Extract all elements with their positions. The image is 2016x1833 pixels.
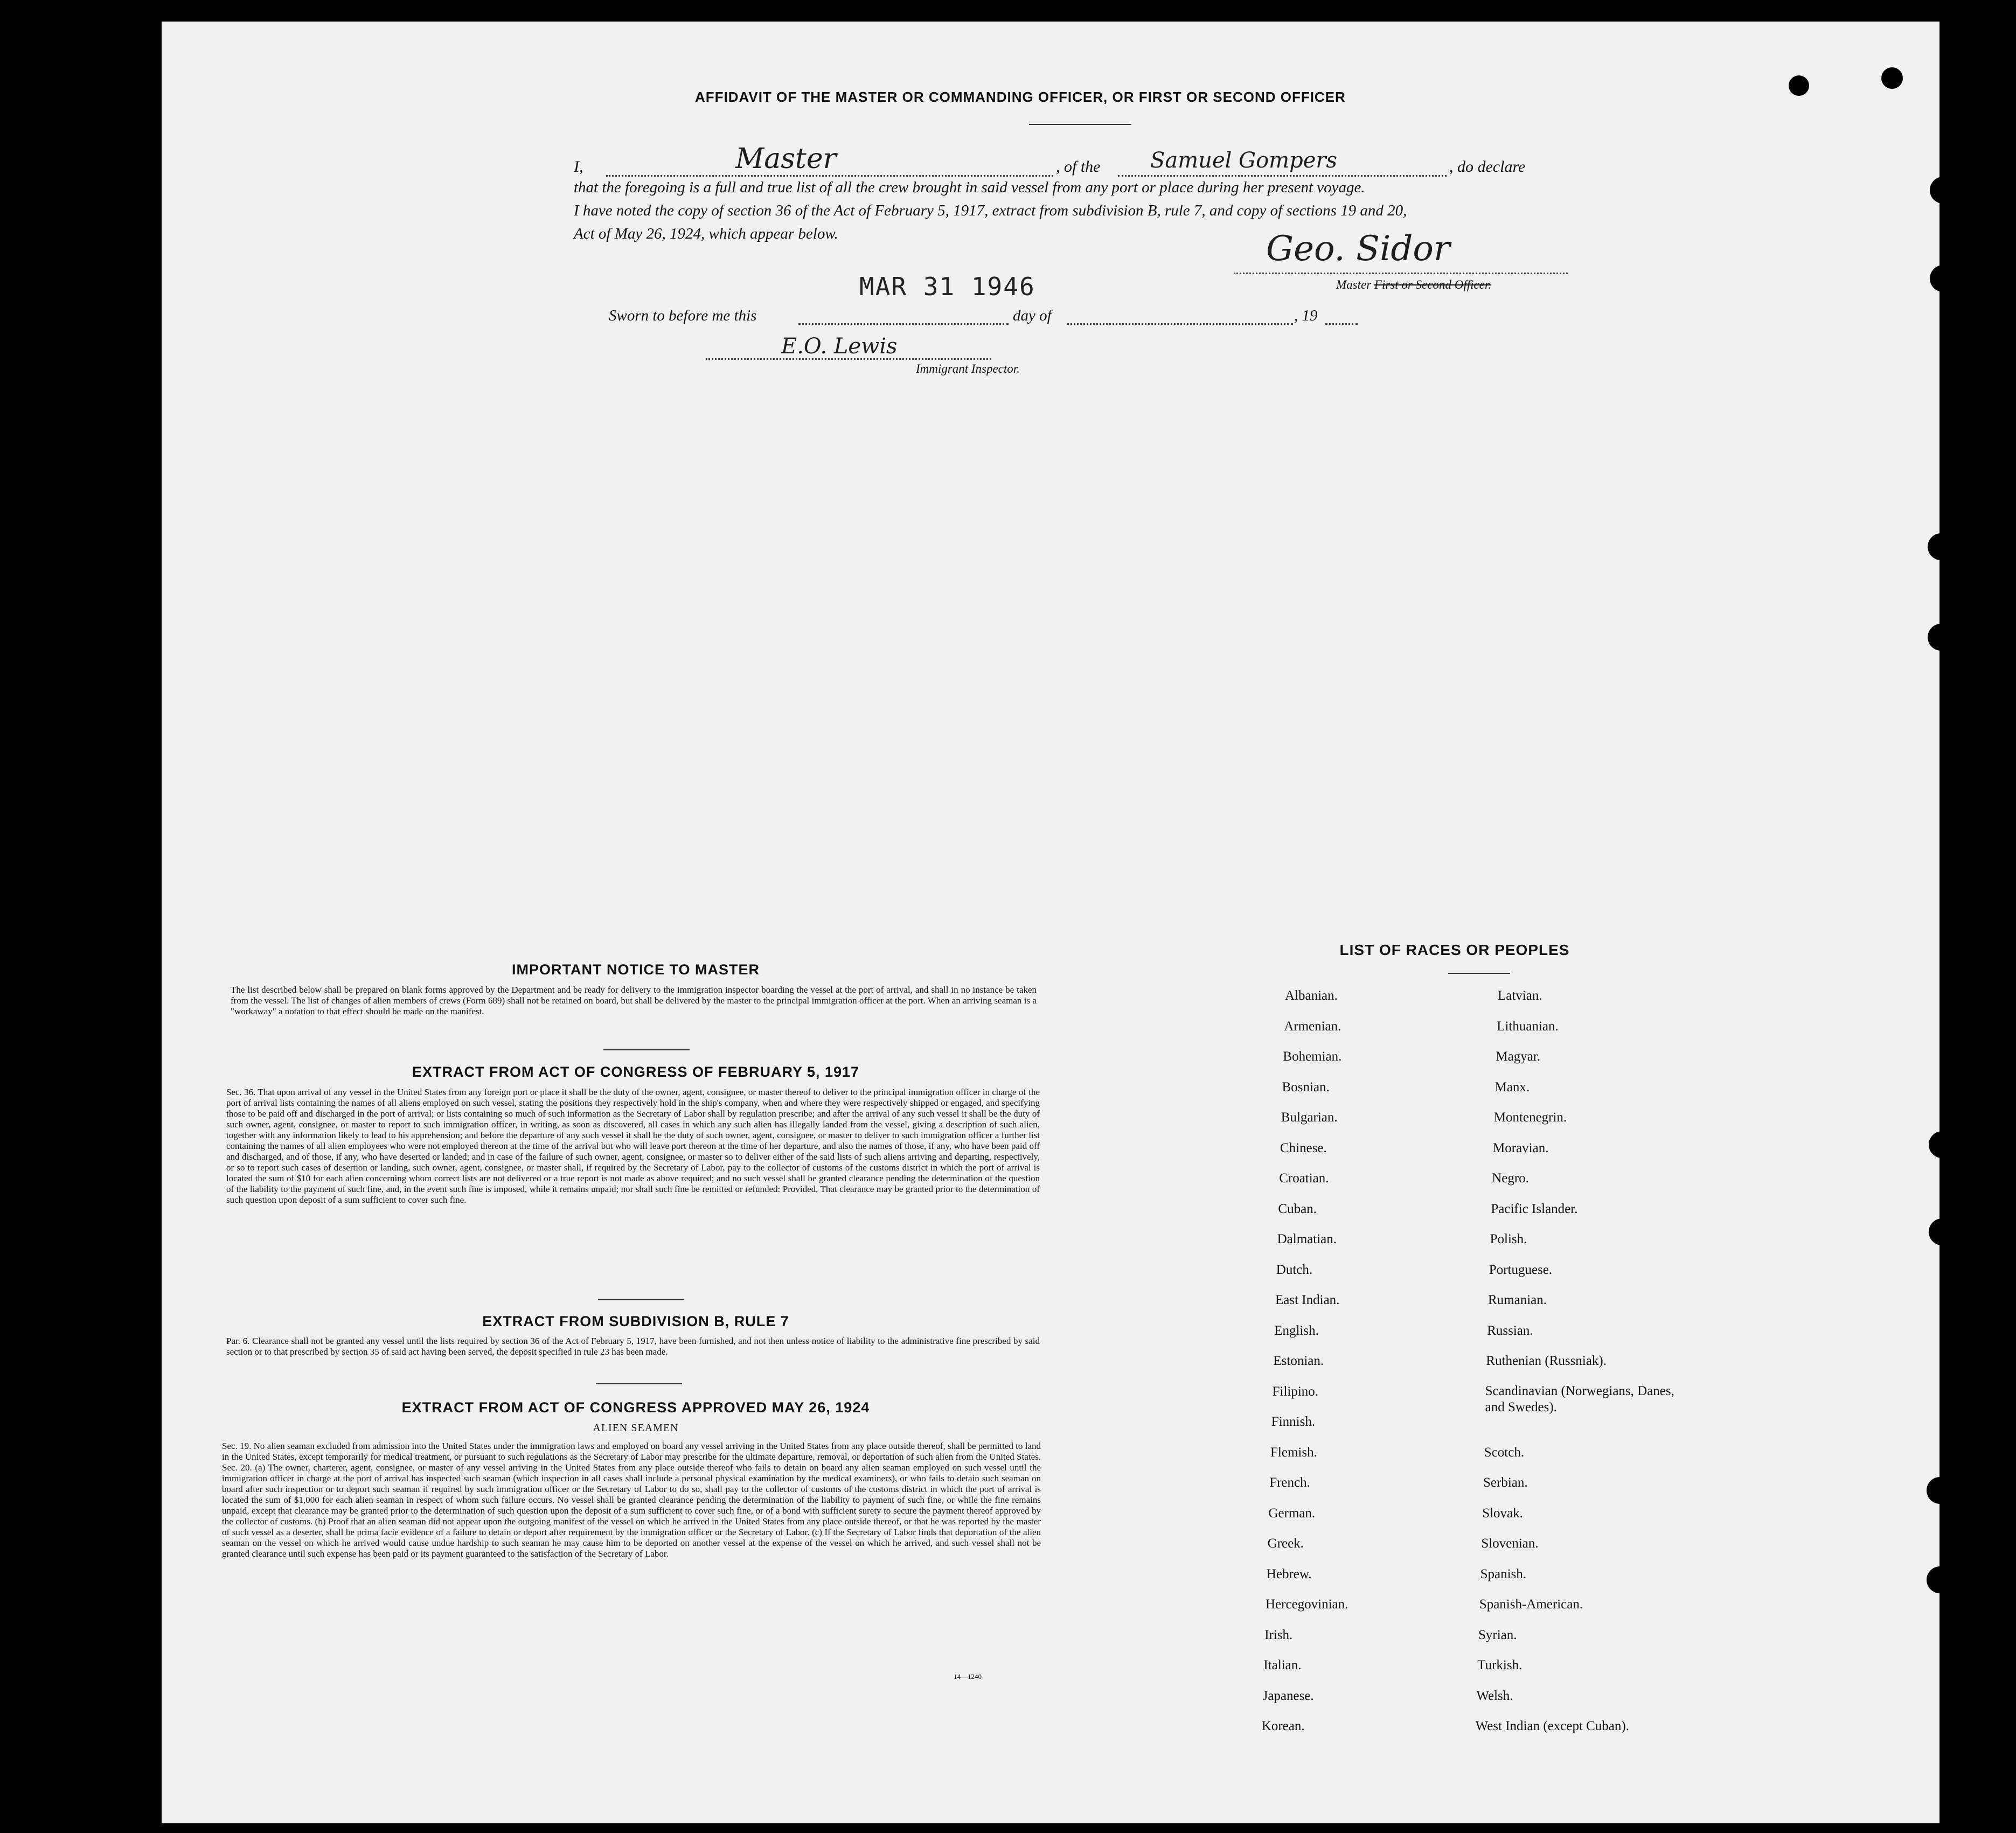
race-item: Estonian. [1273,1354,1324,1368]
divider [603,1049,690,1050]
race-item: Scandinavian (Norwegians, Danes, and Swedes). [1485,1383,1674,1414]
race-item: Lithuanian. [1497,1019,1559,1034]
form-number: 14—1240 [954,1672,982,1681]
race-item: Greek. [1267,1536,1304,1551]
races-title: LIST OF RACES OR PEOPLES [1339,942,1570,958]
extract-1917-title: EXTRACT FROM ACT OF CONGRESS OF FEBRUARY 5, 1917 [412,1064,860,1080]
race-item: Spanish. [1480,1566,1527,1581]
race-item: Flemish. [1270,1445,1317,1460]
of-the-label: , of the [1056,158,1101,176]
race-item: Dalmatian. [1277,1232,1337,1246]
race-item: Hebrew. [1266,1566,1312,1581]
race-item: Manx. [1494,1079,1530,1095]
affidavit-line2: that the foregoing is a full and true list of all the crew brought in said vessel from any port or place during her present voyage. [574,179,1365,196]
divider [596,1383,682,1384]
race-item: Dutch. [1276,1262,1313,1277]
race-item: Hercegovinian. [1266,1597,1348,1612]
race-item: German. [1268,1506,1316,1521]
punch-hole [1881,67,1903,89]
race-item: French. [1269,1475,1310,1490]
race-item: Albanian. [1285,988,1338,1003]
race-item: Syrian. [1478,1627,1517,1642]
affidavit-line4: Act of May 26, 1924, which appear below. [574,225,838,242]
punch-hole [1927,1566,1954,1593]
punch-hole [1928,624,1955,651]
date-stamp: MAR 31 1946 [859,272,1035,301]
race-item: Slovenian. [1481,1536,1539,1551]
race-item: Italian. [1263,1658,1302,1672]
race-item: Scotch. [1484,1445,1525,1460]
rule7-title: EXTRACT FROM SUBDIVISION B, RULE 7 [482,1313,789,1329]
officer-master: Master [1336,278,1372,291]
divider [1029,124,1131,125]
document-page [162,22,1939,1823]
race-item: Armenian. [1284,1019,1341,1034]
race-item: Korean. [1261,1719,1305,1733]
race-item: Turkish. [1477,1658,1523,1672]
race-item: West Indian (except Cuban). [1475,1719,1629,1733]
race-item: Pacific Islander. [1491,1201,1578,1216]
sworn-blank [798,307,1009,325]
i-label: I, [574,158,583,176]
race-item: East Indian. [1275,1293,1340,1307]
race-item: Bohemian. [1283,1049,1342,1064]
sworn-label: Sworn to before me this [609,307,757,324]
officer-caption [1336,278,1491,292]
race-item: Japanese. [1262,1688,1314,1703]
race-item: Polish. [1490,1232,1527,1246]
race-item: Rumanian. [1488,1293,1547,1307]
affidavit-line3: I have noted the copy of section 36 of the Act of February 5, 1917, extract from subdivision B, rule 7, and copy of sections 19 and 20, [574,202,1407,219]
race-item: Filipino. [1272,1384,1319,1399]
do-declare-label: , do declare [1449,158,1526,176]
race-item: Spanish-American. [1479,1597,1583,1612]
inspector-label: Immigrant Inspector. [916,362,1020,375]
name-handwritten: Master [735,143,837,175]
race-item: Welsh. [1476,1688,1513,1703]
extract-1924-title: EXTRACT FROM ACT OF CONGRESS APPROVED MAY 26, 1924 [401,1399,870,1416]
signature-handwritten: Geo. Sidor [1266,229,1450,269]
race-item: Croatian. [1279,1171,1329,1186]
punch-hole [1927,1477,1954,1504]
divider [598,1299,684,1300]
race-item: Irish. [1264,1627,1293,1642]
extract-1917-text: Sec. 36. That upon arrival of any vessel in the United States from any foreign port or place it shall be the duty of the owner, agent, consignee, or master thereof to deliver to the principal immigration officer in charge of the port of arrival lists containing the names of all aliens employed on such vessel, stating the positions they respectively hold in the ship's company, when and where they were respectively shipped or engaged, and specifying those to be paid off and discharged in the port of arrival; or lists containing so much of such information as the Secretary of Labor shall by regulation prescribe; and after the arrival of any such vessel it shall be the duty of such owner, agent, consignee, or master to report to such immigration officer, in writing, as soon as discovered, all cases in which any such alien has illegally landed from the vessel, giving a description of such alien, together with any information likely to lead to his apprehension; and before the departure of any such vessel it shall be the duty of such owner, agent, consignee, or master to deliver to such immigration officer a further list containing the names of all alien employees who were not employed thereon at the time of the arrival but who will leave port thereon at the time of her departure, and also the names of those, if any, who have been paid off and discharged, and of those, if any, who have deserted or landed; and in case of the failure of such owner, agent, consignee, or master so to deliver either of the said lists of such aliens arriving and departing, respectively, or so to report such cases of desertion or landing, such owner, agent, consignee, or master shall, if required by the Secretary of Labor, pay to the collector of customs of the customs district in which the port of arrival is located the sum of $10 for each alien concerning whom correct lists are not delivered or a true report is not made as above required; and no such vessel shall be granted clearance pending the determination of the question of the liability to the payment of such fine, and, in the event such fine is imposed, while it remains unpaid; nor shall such fine be remitted or refunded: Provided, That clearance may be granted prior to the determination of such question upon deposit of a sum sufficient to cover such fine. [226,1087,1040,1205]
notice-title: IMPORTANT NOTICE TO MASTER [512,961,760,978]
race-item: Latvian. [1498,988,1542,1003]
inspector-line [706,358,991,360]
affidavit-line1 [574,143,1759,175]
signature-line [1234,273,1568,274]
punch-hole [1929,1131,1956,1158]
race-item: Slovak. [1482,1506,1523,1521]
day-of-label: day of [1013,307,1052,324]
day-blank [1067,307,1293,325]
race-item: Portuguese. [1489,1262,1553,1277]
extract-1924-text: Sec. 19. No alien seaman excluded from admission into the United States under the immigration laws and employed on board any vessel arriving in the United States from any place outside thereof, shall be permitted to land in the United States, except temporarily for medical treatment, or pursuant to such regulations as the Secretary of Labor may prescribe for the ultimate departure, removal, or deportation of such alien from the United States. Sec. 20. (a) The owner, charterer, agent, consignee, or master of any vessel arriving in the United States from any place outside thereof who fails to detain on board any alien seaman employed on such vessel until the immigration officer in charge at the port of arrival has inspected such seaman (which inspection in all cases shall include a personal physical examination by the medical examiners), or who fails to detain such seaman on board after such inspection or to deport such seaman if required by such immigration officer or the Secretary of Labor to do so, shall pay to the collector of customs of the customs district in which the port of arrival is located the sum of $1,000 for each alien seaman in respect of whom such failure occurs. No vessel shall be granted clearance pending the determination of the liability to payment of such fine, or while the fine remains unpaid, except that clearance may be granted prior to the determination of such question upon the deposit of a sum sufficient to cover such fine, or of a bond with sufficient surety to secure the payment thereof approved by the collector of customs. (b) Proof that an alien seaman did not appear upon the outgoing manifest of the vessel on which he arrived in the United States from any place outside thereof, or that he was reported by the master of such vessel as a deserter, shall be prima facie evidence of a failure to detain or deport after requirement by the immigration officer or the Secretary of Labor. (c) If the Secretary of Labor finds that deportation of the alien seaman on the vessel on which he arrived would cause undue hardship to such seaman he may cause him to be deported on another vessel at the expense of the vessel on which he arrived, and such vessel shall not be granted clearance until such expense has been paid or its payment guaranteed to the satisfaction of the Secretary of Labor. [222,1441,1041,1559]
race-item: Cuban. [1278,1201,1317,1216]
race-item: Serbian. [1483,1475,1528,1490]
race-item: Chinese. [1280,1140,1327,1155]
race-item: Magyar. [1496,1049,1541,1064]
sworn-line [609,302,1363,329]
extract-1924-subtitle: ALIEN SEAMEN [593,1422,679,1434]
race-item: Moravian. [1493,1140,1549,1155]
vessel-handwritten: Samuel Gompers [1150,148,1338,173]
race-item: Bosnian. [1282,1079,1330,1095]
race-item: Russian. [1487,1323,1533,1338]
race-item: Bulgarian. [1281,1110,1338,1125]
punch-hole [1789,75,1809,96]
year-blank [1325,307,1358,325]
inspector-handwritten: E.O. Lewis [781,334,898,359]
notice-text: The list described below shall be prepared on blank forms approved by the Department and be ready for delivery to the immigration inspector boarding the vessel at the port of arrival, and shall in no instance be taken from the vessel. The list of changes of alien members of crews (Form 689) shall not be retained on board, but shall be delivered by the master to the principal immigration officer at the port. When an arriving seaman is a "workaway" a notation to that effect should be made on the manifest. [231,985,1037,1016]
race-item: Finnish. [1271,1414,1316,1429]
punch-hole [1928,533,1955,560]
year-label: , 19 [1294,307,1318,324]
rule7-text: Par. 6. Clearance shall not be granted any vessel until the lists required by section 36 of the Act of February 5, 1917, have been furnished, and not then unless notice of liability to the administrative fine prescribed by said section or to that prescribed by section 35 of said act having been served, the deposit specified in rule 23 has been made. [226,1336,1040,1357]
race-item: Negro. [1492,1171,1529,1186]
affidavit-title: AFFIDAVIT OF THE MASTER OR COMMANDING OFFICER, OR FIRST OR SECOND OFFICER [695,89,1346,105]
punch-hole [1929,1218,1956,1245]
race-item: Ruthenian (Russniak). [1486,1354,1607,1368]
punch-hole [1930,177,1957,204]
race-item: Montenegrin. [1493,1110,1567,1125]
race-item: English. [1274,1323,1319,1338]
divider [1448,973,1510,974]
punch-hole [1930,265,1957,292]
officer-struck: First or Second Officer. [1374,278,1492,291]
